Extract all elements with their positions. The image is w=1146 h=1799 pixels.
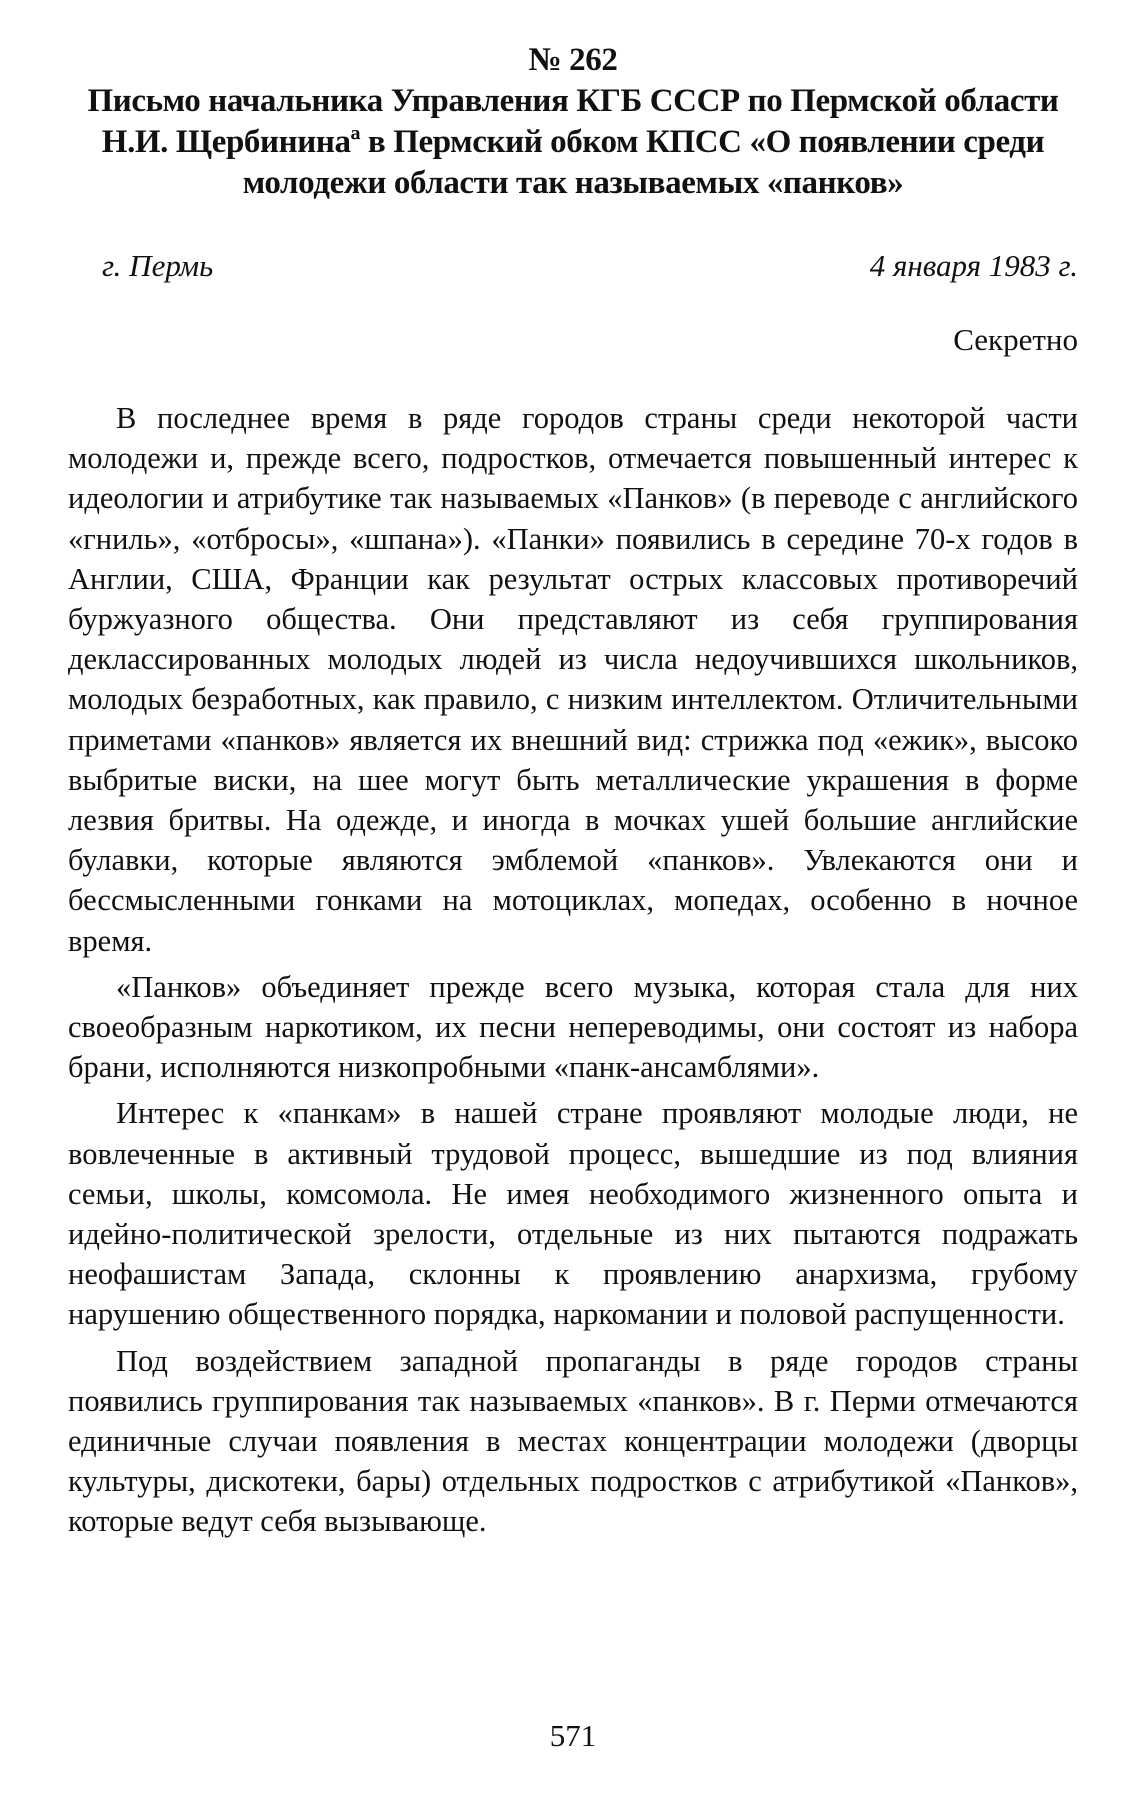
page-number: 571 (549, 1718, 597, 1753)
document-header (68, 40, 1078, 204)
document-number: № 262 (528, 42, 618, 78)
document-page (68, 40, 1078, 1760)
document-date: 4 января 1983 г. (869, 248, 1078, 283)
paragraph-2: «Панков» объединяет прежде всего музыка, которая стала для них своеобразным наркотиком, их песни непереводимы, они состоят из набора брани, исполняются низкопробными «панк-ансамблями». (68, 969, 1078, 1085)
paragraph-4: Под воздействием западной пропаганды в ряде городов страны появились группирования так называемых «панков». В г. Перми отмечаются единичные случаи появления в местах концентрации молодежи (дворцы культуры, дискотеки, бары) отдельных подростков с атрибутикой «Панков», которые ведут себя вызывающе. (68, 1343, 1078, 1539)
document-title: Письмо начальника Управления КГБ СССР по Пермской области Н.И. Щербининаª в Пермский обком КПСС «О появлении среди молодежи области так называемых «панков» (87, 83, 1059, 201)
paragraph-3: Интерес к «панкам» в нашей стране проявляют молодые люди, не вовлеченные в активный трудовой процесс, вышедшие из под влияния семьи, школы, комсомола. Не имея необходимого жизненного опыта и идейно-политической зрелости, отдельные из них пытаются подражать неофашистам Запада, склонны к проявлению анархизма, грубому нарушению общественного порядка, наркомании и половой распущенности. (68, 1096, 1078, 1332)
document-body (68, 398, 1078, 1542)
document-place: г. Пермь (102, 248, 214, 283)
document-meta (68, 246, 1078, 286)
paragraph-1: В последнее время в ряде городов страны среди некоторой части молодежи и, прежде всего, подростков, отмечается повышенный интерес к идеологии и атрибутике так называемых «Панков» (в переводе с английского «гниль», «отбросы», «шпана»). «Панки» появились в середине 70-х годов в Англии, США, Франции как результат острых классовых противоречий буржуазного общества. Они представляют из себя группирования деклассированных молодых людей из числа недоучившихся школьников, молодых безработных, как правило, с низким интеллектом. Отличительными приметами «панков» является их внешний вид: стрижка под «ежик», высоко выбритые виски, на шее могут быть металлические украшения в форме лезвия бритвы. На одежде, и иногда в мочках ушей большие английские булавки, которые являются эмблемой «панков». Увлекаются они и бессмысленными гонками на мотоциклах, мопедах, особенно в ночное время. (68, 401, 1078, 958)
classification-mark: Секретно (953, 322, 1078, 357)
